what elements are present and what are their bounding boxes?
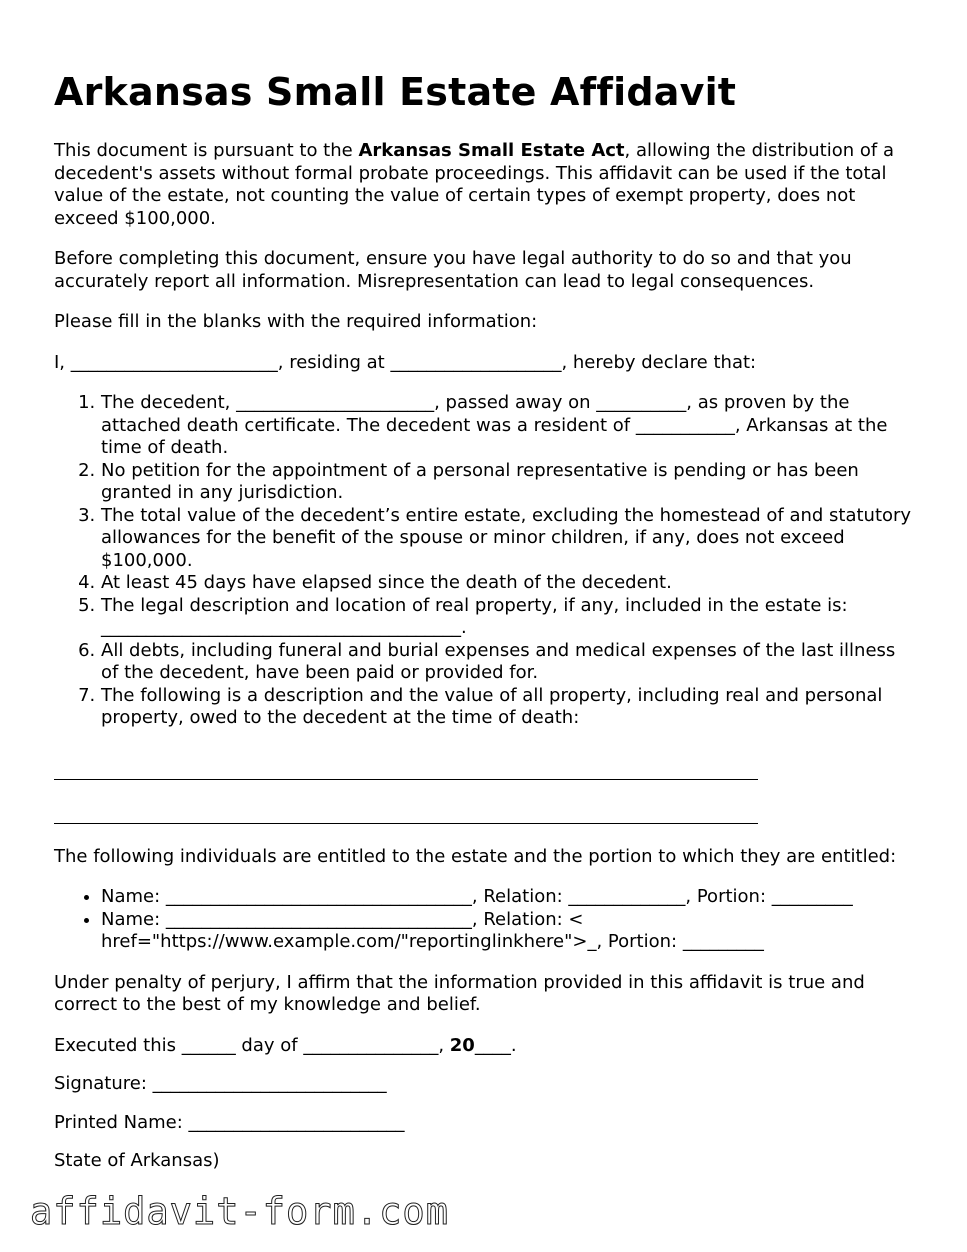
document-title: Arkansas Small Estate Affidavit: [54, 70, 737, 114]
list-item: 7. The following is a description and the value of all property, including real and personal property, owed to the decedent at the time of death:: [101, 685, 914, 730]
executed-line: [54, 1035, 914, 1058]
list-item: 2. No petition for the appointment of a personal representative is pending or has been granted in any jurisdiction.: [101, 460, 914, 505]
intro-before: This document is pursuant to the: [54, 140, 359, 161]
blank-line: [54, 748, 914, 792]
list-item: 3. The total value of the decedent’s entire estate, excluding the homestead of and statutory allowances for the benefit of the spouse or minor children, if any, does not exceed $100,000.: [101, 505, 914, 573]
watermark-footer: [30, 1190, 449, 1233]
heirs-list: [54, 886, 914, 954]
executed-year-prefix: 20: [449, 1034, 475, 1056]
state-line: State of Arkansas): [54, 1150, 220, 1171]
heir-item: • Name: __________________________________, Relation: _____________, Portion: _________: [101, 886, 914, 909]
heir-item: • Name: __________________________________, Relation: < href="https://www.example.com/"reportinglinkhere">_, Portion: _________: [101, 909, 914, 954]
declaration-list: [54, 392, 914, 730]
heirs-intro: The following individuals are entitled to the estate and the portion to which they are entitled:: [54, 845, 897, 867]
list-item: 5. The legal description and location of real property, if any, included in the estate is: ________________________________________.: [101, 595, 914, 640]
declaration-line: I, _______________________, residing at ___________________, hereby declare that:: [54, 351, 757, 373]
executed-after: ____.: [474, 1034, 517, 1056]
watermark-text: affidavit-form.com: [30, 1190, 449, 1233]
fill-instruction: Please fill in the blanks with the required information:: [54, 311, 538, 332]
blank-line: [54, 792, 914, 836]
list-item: 6. All debts, including funeral and burial expenses and medical expenses of the last illness of the decedent, have been paid or provided for.: [101, 640, 914, 685]
caution-paragraph: Before completing this document, ensure you have legal authority to do so and that you accurately report all information. Misrepresentation can lead to legal consequences.: [54, 248, 852, 292]
intro-paragraph: [54, 140, 914, 230]
property-blank-lines: [54, 748, 914, 836]
intro-act-name: Arkansas Small Estate Act: [358, 140, 625, 161]
printed-name-line: Printed Name: ________________________: [54, 1111, 405, 1133]
list-item: 4. At least 45 days have elapsed since the death of the decedent.: [101, 572, 914, 595]
document-page: [54, 62, 914, 1189]
intro-after: , allowing the distribution of a decedent's assets without formal probate proceedings. This affidavit can be used if the total value of the estate, not counting the value of certain types of exempt property, does not exceed $100,000.: [54, 140, 894, 229]
signature-line: Signature: __________________________: [54, 1073, 387, 1094]
executed-before: Executed this ______ day of _______________,: [54, 1034, 450, 1056]
affirmation-paragraph: Under penalty of perjury, I affirm that the information provided in this affidavit is true and correct to the best of my knowledge and belief.: [54, 971, 865, 1015]
list-item: 1. The decedent, ______________________, passed away on __________, as proven by the attached death certificate. The decedent was a resident of ___________, Arkansas at the time of death.: [101, 392, 914, 460]
